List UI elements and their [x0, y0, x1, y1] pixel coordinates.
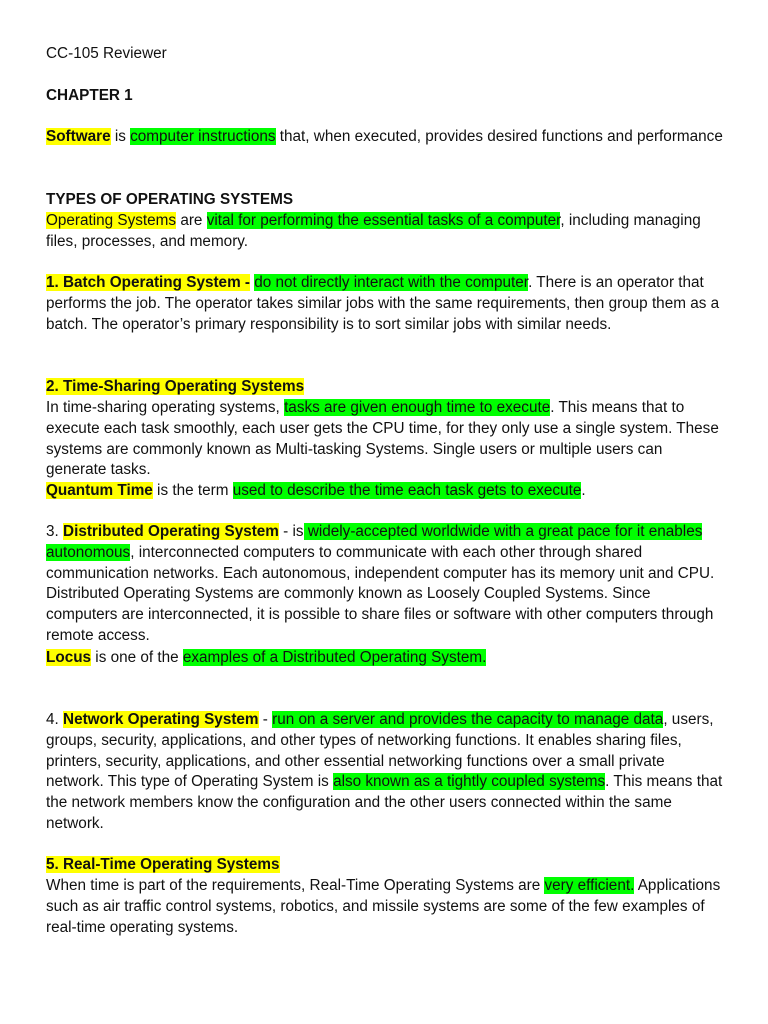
quantum-time-definition: Quantum Time is the term used to describe the time each task gets to execute.	[46, 482, 586, 499]
network-os-highlight: run on a server and provides the capacity to manage data	[272, 711, 664, 728]
quantum-time-highlight: used to describe the time each task gets to execute	[232, 482, 582, 499]
os-highlight: vital for performing the essential tasks of a computer	[206, 212, 561, 229]
network-os-title: Network Operating System	[63, 711, 259, 728]
network-os-section: 4. Network Operating System - run on a server and provides the capacity to manage data, users, groups, security, applications, and other types of networking functions. It enables sharing files, printers, security, applications, and other essential networking functions over a small private network. This type of Operating System is also known as a tightly coupled systems. This means that the network members know the configuration and the other users connected within the same network.	[46, 711, 723, 832]
document-title: CC-105 Reviewer	[46, 45, 167, 62]
distributed-os-title: Distributed Operating System	[63, 523, 279, 540]
timesharing-os-body: In time-sharing operating systems, tasks are given enough time to execute. This means that to execute each task smoothly, each user gets the CPU time, for they only use a single system. These systems are commonly known as Multi-tasking Systems. Single users or multiple users can generate tasks.	[46, 399, 719, 479]
realtime-os-body: When time is part of the requirements, Real-Time Operating Systems are very efficient. Applications such as air traffic control systems, robotics, and missile systems are some of the few examples of real-time operating systems.	[46, 877, 721, 936]
batch-os-section: 1. Batch Operating System - do not directly interact with the computer. There is an operator that performs the job. The operator takes similar jobs with the same requirements, then group them as a batch. The operator’s primary responsibility is to sort similar jobs with similar needs.	[46, 274, 720, 333]
os-term: Operating Systems	[46, 212, 177, 229]
distributed-os-section: 3. Distributed Operating System - is widely-accepted worldwide with a great pace for it enables autonomous, interconnected computers to communicate with each other through shared communication networks. Each autonomous, independent computer has its memory unit and CPU. Distributed Operating Systems are commonly known as Loosely Coupled Systems. Since computers are interconnected, it is possible to share files or software with other computers through remote access.	[46, 523, 715, 644]
types-heading: TYPES OF OPERATING SYSTEMS	[46, 191, 294, 208]
software-term: Software	[46, 128, 111, 145]
realtime-os-title: 5. Real-Time Operating Systems	[46, 856, 280, 873]
tightly-coupled-highlight: also known as a tightly coupled systems	[333, 773, 606, 791]
locus-definition: Locus is one of the examples of a Distributed Operating System.	[46, 649, 487, 666]
batch-os-title: 1. Batch Operating System -	[46, 274, 251, 291]
software-highlight: computer instructions	[130, 128, 276, 145]
timesharing-os-title: 2. Time-Sharing Operating Systems	[46, 378, 305, 395]
timesharing-highlight: tasks are given enough time to execute	[284, 399, 551, 416]
locus-term: Locus	[46, 649, 92, 666]
batch-os-highlight: do not directly interact with the computer	[254, 274, 529, 291]
distributed-os-highlight: widely-accepted worldwide with a great pace for it enables autonomous	[46, 523, 703, 561]
realtime-highlight: very efficient.	[544, 877, 635, 894]
quantum-time-term: Quantum Time	[46, 482, 153, 499]
types-intro: Operating Systems are vital for performing the essential tasks of a computer, including managing files, processes, and memory.	[46, 212, 701, 250]
locus-highlight: examples of a Distributed Operating System.	[182, 649, 487, 666]
chapter-heading: CHAPTER 1	[46, 87, 133, 104]
software-definition: Software is computer instructions that, when executed, provides desired functions and performance	[46, 128, 723, 145]
